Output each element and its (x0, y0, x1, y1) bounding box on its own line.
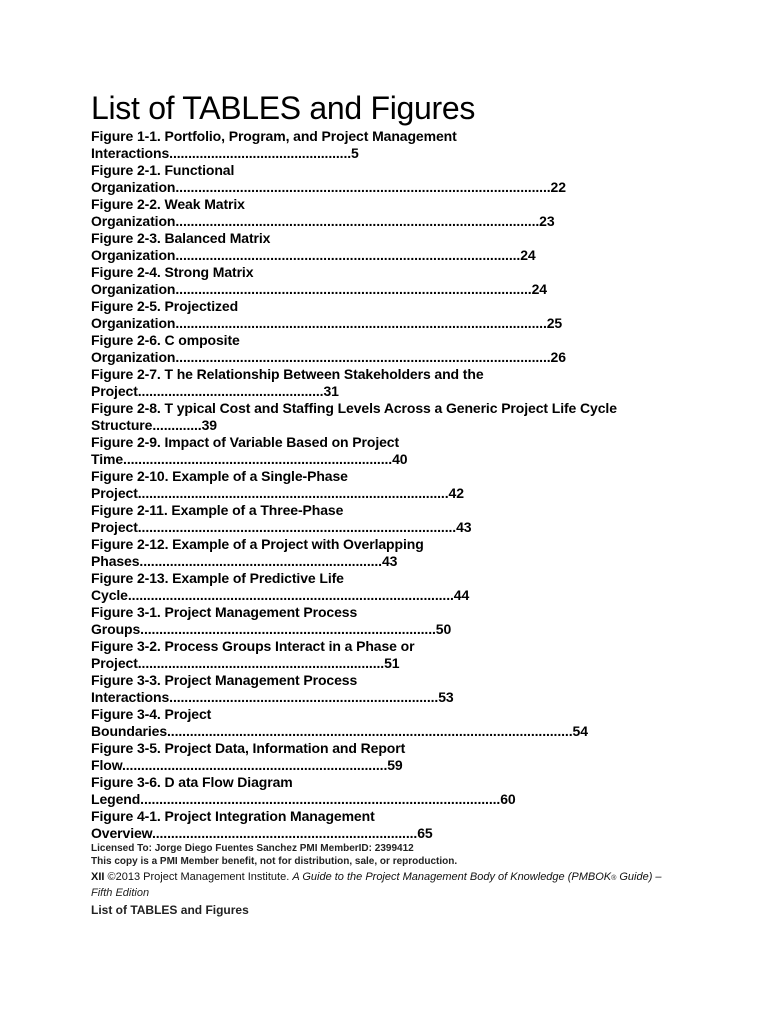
figure-title: Figure 3-6. D ata Flow Diagram (91, 774, 293, 790)
figure-entry (91, 638, 731, 672)
figure-entry (91, 196, 731, 230)
registered-mark: ® (611, 875, 617, 882)
copyright-line (91, 870, 731, 900)
figure-leader-page: Organization...........................................................................................24 (91, 247, 536, 263)
figure-leader-page: Cycle......................................................................................44 (91, 587, 470, 603)
figure-entry (91, 264, 731, 298)
figure-leader-page: Organization...................................................................................................26 (91, 349, 566, 365)
edition-text: Fifth Edition (91, 887, 150, 899)
figure-entry (91, 400, 731, 434)
figure-leader-page: Structure.............39 (91, 417, 217, 433)
copyright-text: ©2013 Project Management Institute. (107, 871, 290, 883)
figure-title: Figure 2-6. C omposite (91, 332, 240, 348)
guide-title-text: A Guide to the Project Management Body of Knowledge (PMBOK (292, 871, 612, 883)
figure-leader-page: Groups..............................................................................50 (91, 621, 452, 637)
figure-title: Figure 2-9. Impact of Variable Based on Project (91, 434, 400, 450)
figure-entry (91, 366, 731, 400)
figure-leader-page: Organization................................................................................................23 (91, 213, 555, 229)
figure-title: Figure 2-5. Projectized (91, 298, 239, 314)
figure-title: Figure 2-11. Example of a Three-Phase (91, 502, 344, 518)
figure-title: Figure 2-2. Weak Matrix (91, 196, 245, 212)
figure-entry (91, 332, 731, 366)
figure-title: Figure 2-7. T he Relationship Between Stakeholders and the (91, 366, 484, 382)
figure-entry (91, 570, 731, 604)
license-line: Licensed To: Jorge Diego Fuentes Sanchez PMI MemberID: 2399412 (91, 843, 414, 854)
figure-entry (91, 502, 731, 536)
figure-leader-page: Interactions................................................5 (91, 145, 359, 161)
page-title: List of TABLES and Figures (91, 90, 476, 126)
figure-entry (91, 536, 731, 570)
figure-leader-page: Interactions.......................................................................53 (91, 689, 454, 705)
figure-entry (91, 672, 731, 706)
document-page (91, 88, 731, 918)
figure-title: Figure 3-5. Project Data, Information and Report (91, 740, 406, 756)
figure-title: Figure 2-8. T ypical Cost and Staffing Levels Across a Generic Project Life Cycle (91, 400, 617, 416)
figure-leader-page: Boundaries...........................................................................................................54 (91, 723, 588, 739)
figure-title: Figure 2-10. Example of a Single-Phase (91, 468, 348, 484)
guide-title (292, 871, 661, 883)
figure-entry (91, 774, 731, 808)
figure-title: Figure 2-4. Strong Matrix (91, 264, 254, 280)
figure-entry (91, 808, 731, 842)
figure-entry (91, 298, 731, 332)
page-footer (91, 842, 731, 918)
distribution-notice: This copy is a PMI Member benefit, not for distribution, sale, or reproduction. (91, 856, 458, 867)
figure-entry (91, 230, 731, 264)
figure-leader-page: Legend...............................................................................................60 (91, 791, 516, 807)
figure-title: Figure 3-3. Project Management Process (91, 672, 358, 688)
figure-list (91, 128, 731, 842)
figure-leader-page: Overview......................................................................65 (91, 825, 433, 841)
figure-entry (91, 434, 731, 468)
figure-title: Figure 3-4. Project (91, 706, 212, 722)
figure-entry (91, 604, 731, 638)
figure-leader-page: Project....................................................................................43 (91, 519, 472, 535)
page-number: XII (91, 871, 105, 883)
figure-leader-page: Flow......................................................................59 (91, 757, 403, 773)
figure-entry (91, 128, 731, 162)
figure-leader-page: Project.................................................................51 (91, 655, 400, 671)
figure-leader-page: Organization...................................................................................................22 (91, 179, 566, 195)
figure-entry (91, 468, 731, 502)
figure-leader-page: Project.................................................31 (91, 383, 339, 399)
figure-leader-page: Time.......................................................................40 (91, 451, 408, 467)
figure-leader-page: Project..................................................................................42 (91, 485, 464, 501)
figure-leader-page: Organization..............................................................................................24 (91, 281, 547, 297)
figure-title: Figure 2-13. Example of Predictive Life (91, 570, 344, 586)
figure-leader-page: Phases................................................................43 (91, 553, 398, 569)
figure-title: Figure 4-1. Project Integration Management (91, 808, 375, 824)
figure-title: Figure 3-1. Project Management Process (91, 604, 358, 620)
figure-entry (91, 740, 731, 774)
figure-title: Figure 2-1. Functional (91, 162, 235, 178)
figure-entry (91, 162, 731, 196)
figure-title: Figure 3-2. Process Groups Interact in a Phase or (91, 638, 415, 654)
figure-title: Figure 2-12. Example of a Project with Overlapping (91, 536, 424, 552)
guide-title-suffix: Guide) – (616, 871, 662, 883)
figure-leader-page: Organization..................................................................................................25 (91, 315, 563, 331)
figure-entry (91, 706, 731, 740)
figure-title: Figure 1-1. Portfolio, Program, and Project Management (91, 128, 457, 144)
figure-title: Figure 2-3. Balanced Matrix (91, 230, 271, 246)
running-head: List of TABLES and Figures (91, 903, 249, 917)
